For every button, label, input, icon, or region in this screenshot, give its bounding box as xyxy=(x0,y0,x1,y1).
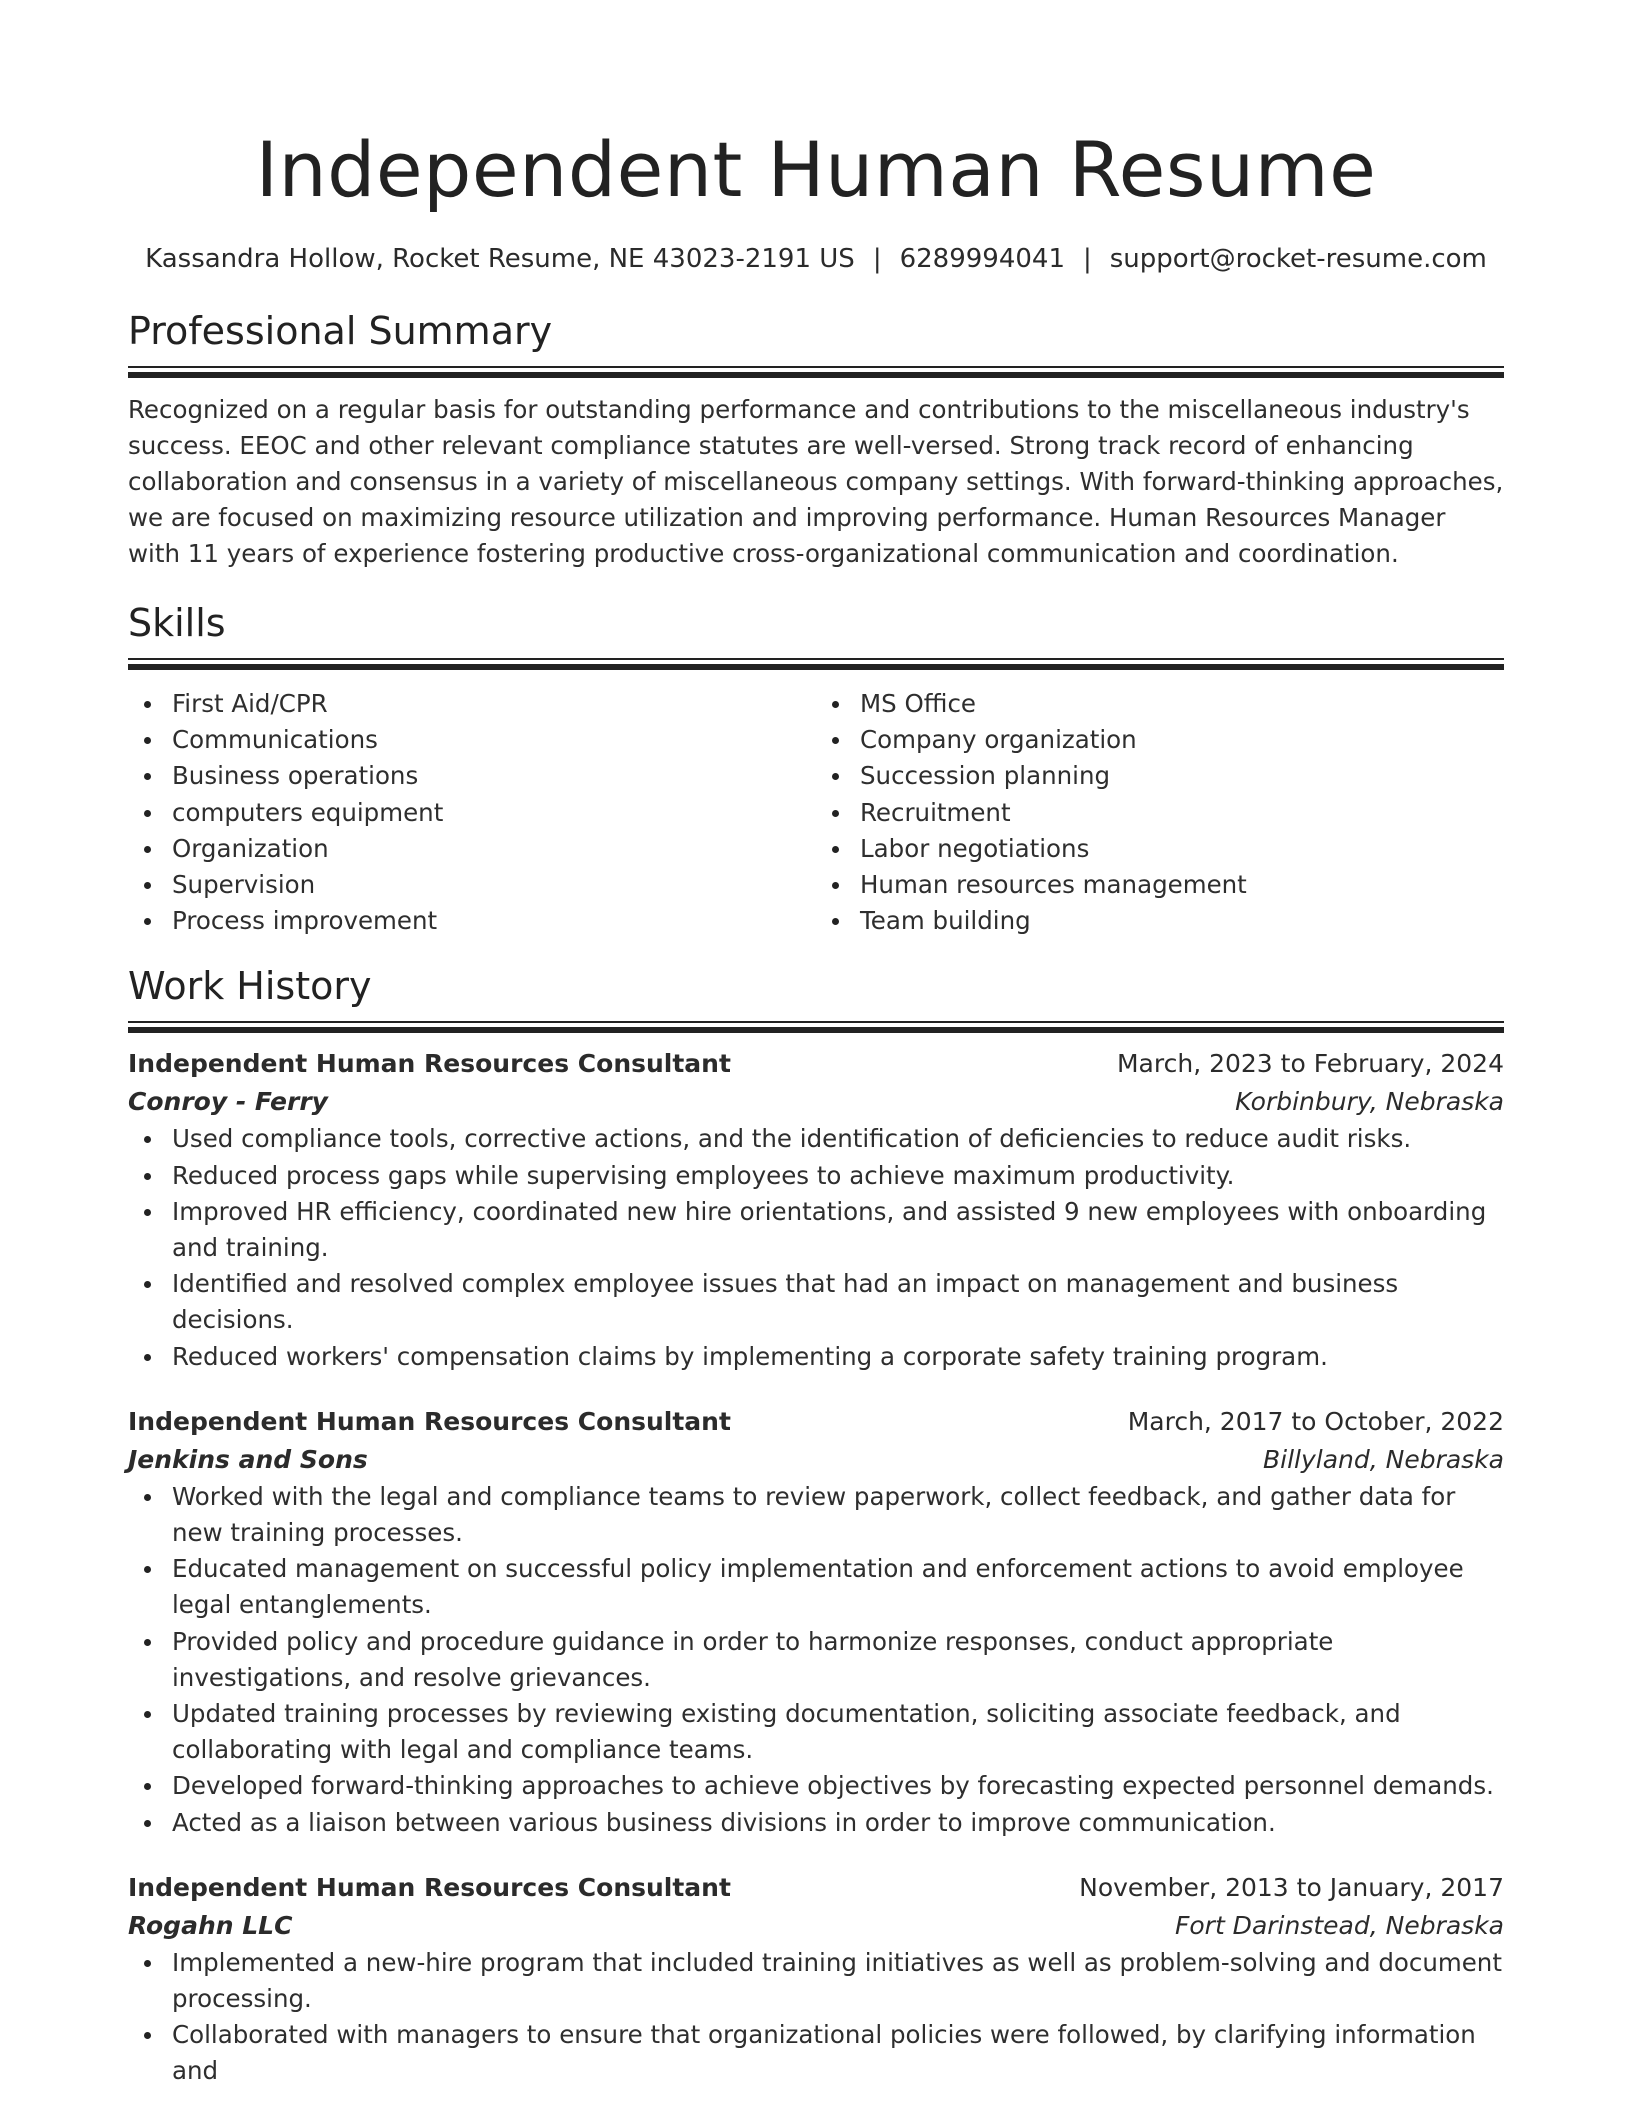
job-company-row xyxy=(128,1441,1504,1479)
work-history-section xyxy=(128,961,1504,2089)
job-entry xyxy=(128,1045,1504,1374)
resume-title: Independent Human Resume xyxy=(255,125,1377,214)
skill-item: Business operations xyxy=(172,758,816,794)
job-bullet: Improved HR efficiency, coordinated new hire orientations, and assisted 9 new employees with onboarding and training. xyxy=(128,1194,1504,1266)
job-bullet: Acted as a liaison between various business divisions in order to improve communication. xyxy=(128,1805,1504,1841)
job-entry xyxy=(128,1869,1504,2090)
job-dates: March, 2017 to October, 2022 xyxy=(1127,1406,1504,1436)
job-bullet: Updated training processes by reviewing existing documentation, soliciting associate feedback, and collaborating with legal and compliance teams. xyxy=(128,1696,1504,1768)
skill-item: Human resources management xyxy=(860,867,1504,903)
skills-section xyxy=(128,598,1504,939)
job-bullet: Implemented a new-hire program that included training initiatives as well as problem-solving and document processing. xyxy=(128,1945,1504,2017)
skill-item: Succession planning xyxy=(860,758,1504,794)
skill-item: Process improvement xyxy=(172,903,816,939)
job-title: Independent Human Resources Consultant xyxy=(128,1049,731,1079)
skill-item: Recruitment xyxy=(860,795,1504,831)
job-title: Independent Human Resources Consultant xyxy=(128,1872,731,1902)
job-location: Billyland, Nebraska xyxy=(1262,1444,1504,1474)
job-bullet: Provided policy and procedure guidance in order to harmonize responses, conduct appropriate investigations, and resolve grievances. xyxy=(128,1624,1504,1696)
skills-left-column xyxy=(128,686,816,939)
job-company: Conroy - Ferry xyxy=(128,1087,328,1117)
summary-text: Recognized on a regular basis for outstanding performance and contributions to the miscellaneous industry's success. EEOC and other relevant compliance statutes are well-versed. Strong track record of enhancing collaboration and consensus in a variety of miscellaneous company settings. With forward-thinking approaches, we are focused on maximizing resource utilization and improving performance. Human Resources Manager with 11 years of experience fostering productive cross-organizational communication and coordination. xyxy=(128,395,1504,568)
skill-item: Organization xyxy=(172,831,816,867)
skill-item: computers equipment xyxy=(172,795,816,831)
section-divider xyxy=(128,366,1504,376)
skill-item: Company organization xyxy=(860,722,1504,758)
job-title-row xyxy=(128,1869,1504,1907)
skills-columns xyxy=(128,686,1504,939)
work-history-heading: Work History xyxy=(128,964,372,1009)
job-company: Jenkins and Sons xyxy=(128,1444,368,1474)
job-bullet: Developed forward-thinking approaches to achieve objectives by forecasting expected personnel demands. xyxy=(128,1768,1504,1804)
job-bullet: Collaborated with managers to ensure that organizational policies were followed, by clarifying information and xyxy=(128,2017,1504,2089)
contact-separator: | xyxy=(1083,244,1092,274)
skill-item: First Aid/CPR xyxy=(172,686,816,722)
summary-heading: Professional Summary xyxy=(128,309,553,353)
job-bullets xyxy=(128,1121,1504,1374)
job-title: Independent Human Resources Consultant xyxy=(128,1406,731,1436)
job-bullet: Educated management on successful policy implementation and enforcement actions to avoid employee legal entanglements. xyxy=(128,1551,1504,1623)
job-location: Korbinbury, Nebraska xyxy=(1235,1087,1504,1117)
job-title-row xyxy=(128,1045,1504,1083)
job-dates: March, 2023 to February, 2024 xyxy=(1116,1049,1504,1079)
skill-item: Communications xyxy=(172,722,816,758)
summary-section xyxy=(128,306,1504,572)
contact-phone: 6289994041 xyxy=(899,244,1065,274)
job-bullets xyxy=(128,1479,1504,1841)
job-company: Rogahn LLC xyxy=(128,1910,293,1940)
skills-right-column xyxy=(816,686,1504,939)
job-bullets xyxy=(128,1945,1504,2090)
contact-email: support@rocket-resume.com xyxy=(1109,244,1487,274)
skill-item: MS Office xyxy=(860,686,1504,722)
job-dates: November, 2013 to January, 2017 xyxy=(1079,1872,1504,1902)
job-bullet: Used compliance tools, corrective actions, and the identification of deficiencies to reduce audit risks. xyxy=(128,1121,1504,1157)
job-bullet: Reduced workers' compensation claims by implementing a corporate safety training program. xyxy=(128,1339,1504,1375)
job-bullet: Worked with the legal and compliance teams to review paperwork, collect feedback, and gather data for new training processes. xyxy=(128,1479,1504,1551)
skill-item: Team building xyxy=(860,903,1504,939)
contact-line xyxy=(128,242,1504,276)
job-bullet: Reduced process gaps while supervising employees to achieve maximum productivity. xyxy=(128,1158,1504,1194)
job-title-row xyxy=(128,1403,1504,1441)
skill-item: Labor negotiations xyxy=(860,831,1504,867)
job-location: Fort Darinstead, Nebraska xyxy=(1174,1910,1504,1940)
section-divider xyxy=(128,1021,1504,1031)
skill-item: Supervision xyxy=(172,867,816,903)
resume-page xyxy=(128,118,1504,2090)
contact-address: Kassandra Hollow, Rocket Resume, NE 43023-2191 US xyxy=(145,244,855,274)
job-company-row xyxy=(128,1083,1504,1121)
contact-separator: | xyxy=(872,244,882,274)
job-company-row xyxy=(128,1907,1504,1945)
job-entry xyxy=(128,1403,1504,1841)
section-divider xyxy=(128,658,1504,668)
job-bullet: Identified and resolved complex employee issues that had an impact on management and business decisions. xyxy=(128,1266,1504,1338)
skills-heading: Skills xyxy=(128,601,226,645)
